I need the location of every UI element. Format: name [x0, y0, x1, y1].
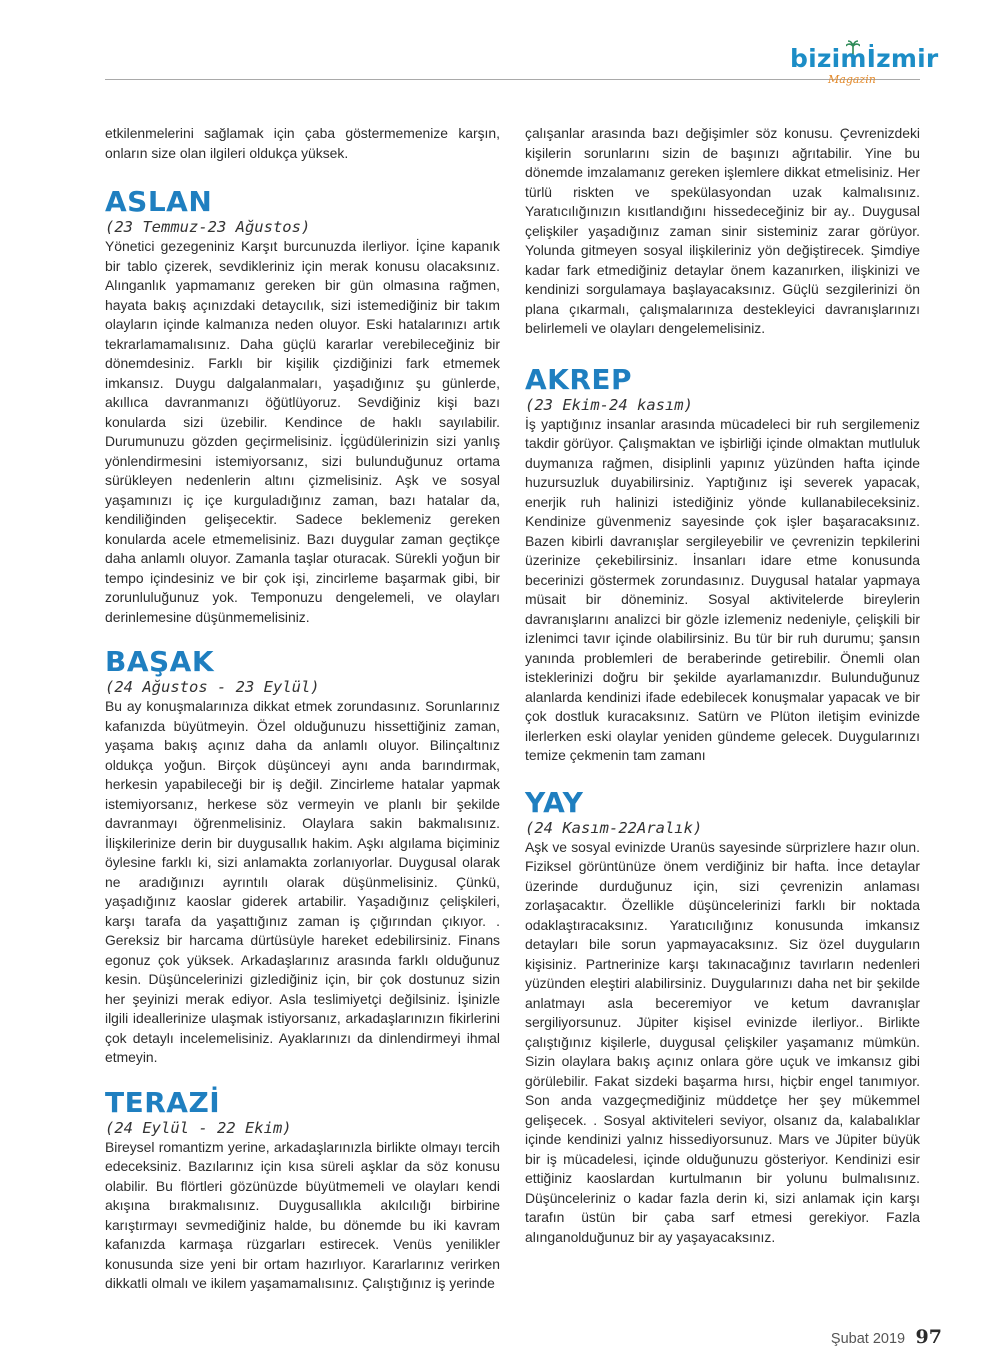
- section-yay: [525, 785, 920, 1248]
- sign-title: AKREP: [525, 362, 633, 396]
- sign-title: ASLAN: [105, 185, 213, 218]
- sign-text: Bireysel romantizm yerine, arkadaşlarınızla birlikte olmayı tercih edeceksiniz. Bazılarınız için kısa süreli aşklar da söz konusu olabilir. Bu flörtleri gözünüzde büyütmemeli ve olayları kendi akışına bırakmalısınız. Duygusallıkla akılcılığı birbirine karıştırmayı sevmediğiniz halde, bu dönemde bu iki kavram kafanızda karmaşa rüzgarları estirecek. Venüs yenilikler konusunda size yeni bir ortam hazırlıyor. Kararlarınız verirken dikkatli olmalı ve ikilem yaşamamalısınız. Çalıştığınız iş yerinde: [105, 1138, 500, 1291]
- sign-text: Aşk ve sosyal evinizde Uranüs sayesinde sürprizlere hazır olun. Fiziksel görüntünüze önem verdiğiniz bir hafta. İnce detaylar üzerinde durduğunuz için, sizi çevrenizin anlaması zorlaşacaktır. Özellikle düşüncelerinizi farklı bir noktada odaklaştıracaksınız. Yaratıcılığınız konusunda imkansız detayları bile sorun yapmayacaksınız. Siz özel duyguların kişisiniz. Partnerinize karşı takınacağınız tavırların nedenleri yüzünden eleştiri alabilirsiniz. Duygularınızı daha net bir şekilde anlatmayı asla beceremiyor ve ketum davranışlar sergiliyorsunuz. Jüpiter kişisel evinizde ilerliyor.. Birlikte çalıştığınız kişilerle, duygusal çelişkiler yaşamanız mümkün. Sizin olaylara bakış açınız onlara göre uçuk ve imkansız gibi görülebilir. Fakat sizdeki başarma hırsı, hiçbir engel tanımıyor. Son anda vazgeçmediğiniz müddetçe her şey mükemmel gelişecek. . Sosyal aktiviteleri seviyor, olsanız da, kalabalıklar içinde kendinizi yalnız hissediyorsunuz. Mars ve Jüpiter büyük bir iş mücadelesi, içinde olduğunuzu gösteriyor. Kendinizi esir ettiğiniz kaoslardan kurtulmanın bir yolunu bulmalısınız. Düşünceleriniz o kadar fazla derin ki, sizi anlamak için karşı tarafın üstün bir çaba sarf etmesi gerekiyor. Fazla alınganolduğunuz bir ay yaşayacaksınız.: [525, 838, 920, 1245]
- sign-dates: (24 Ağustos - 23 Eylül): [105, 678, 320, 696]
- sign-text: Bu ay konuşmalarınıza dikkat etmek zorundasınız. Sorunlarınız kafanızda büyütmeyin. Özel olduğunuzu hissettiğiniz zaman, yaşama bakış açınız daha da anlamlı oluyor. Bilinçaltınız oldukça yoğun. Birçok düşünceyi aynı anda barındırmak, herkesin yapabileceği bir iş değil. Zincirleme hatalar yapmak istemiyorsanız, herkese söz vermeyin ve planlı bir şekilde davranmayı öğrenmelisiniz. Olaylara sakin bakmalısınız. İlişkilerinize derin bir duygusallık hakim. Aşkı algılama biçiminiz öylesine farklı ki, sizi anlamakta zorlanıyorlar. Duygusal olarak ne aradığınızı ayrıntılı olarak düşünmelisiniz. Çünkü, yaşadığınız kaoslar giderek artabilir. Yaşadığınız çelişkileri, karşı tarafa da yaşattığınız zaman iş çığırından çıkıyor. . Gereksiz bir harcama dürtüsüyle hareket edebilirsiniz. Finans egonuz çok yüksek. Arkadaşlarınız arasında farklı olduğunuz kesin. Düşüncelerinizi gizlediğiniz için, bir çok dostunuz sizin her şeyinizi merak ediyor. Asla teslimiyetçi değilsiniz. İşinizle ilgili ideallerinize ulaşmak istiyorsanız, arkadaşlarınızın fikirlerini çok detaylı incelemelisiniz. Ayaklarınızı da dinlendirmeyi ihmal etmeyin.: [105, 698, 500, 1065]
- sign-dates: (24 Eylül - 22 Ekim): [105, 1118, 292, 1137]
- page-number: 97: [915, 1326, 942, 1348]
- intro-paragraph: etkilenmelerini sağlamak için çaba göstermemenize karşın, onların size olan ilgileri oldukça yüksek.: [105, 125, 500, 161]
- sign-title: YAY: [525, 785, 584, 819]
- page-footer: [831, 1326, 942, 1348]
- right-column: [525, 124, 920, 1247]
- sign-title: BAŞAK: [105, 645, 215, 678]
- sign-dates: (24 Kasım-22Aralık): [525, 818, 703, 837]
- section-aslan: [105, 187, 500, 627]
- section-akrep: [525, 362, 920, 766]
- sign-title: TERAZİ: [105, 1085, 221, 1119]
- sign-text: Yönetici gezegeniniz Karşıt burcunuzda ilerliyor. İçine kapanık bir tablo çizerek, sevdikleriniz için merak konusu olacaksınız. Alınganlık yapmamanız gereken bir gün olmasına rağmen, hayata bakış açınızdaki detaycılık, sizi istemediğiniz bir takım olayların içinde kalmanıza neden oluyor. Eski hatalarınızı artık tekrarlamamalısınız. Daha güçlü kararlar verebileceğiniz bir dönemdesiniz. Farklı bir kişilik çizdiğinizi fark etmemek imkansız. Duygu dalgalanmaları, yaşadığınız şu günlerde, akıllıca davranmanızı öğütlüyoruz. Sevdiğiniz kişi bazı konularda sizi üzebilir. Kendince de haklı sayılabilir. Durumunuzu gözden geçirmelisiniz. İçgüdülerinizin sizi yanlış yönlendirmesini istemiyorsanız, sizi bulunduğunuz ortama sürükleyen nedenlerin altını çizmelisiniz. Aşk ve sosyal yaşamınızı iç içe kurguladığınız zaman, bazı hatalar da, kendiliğinden gelişecektir. Sadece beklemeniz gereken konularda acele etmemelisiniz. Bazı duygular zaman geçtikçe daha anlamlı oluyor. Zamanla taşlar oturacak. Sürekli yoğun bir tempo içindesiniz ve bir çok işi, zincirleme başarmak gibi, bir zorunluluğunuz yok. Temponuzu dengelemeli, ve olayları derinlemesine düşünmemelisiniz.: [105, 238, 500, 625]
- brand-logo: [790, 44, 939, 96]
- continued-paragraph: çalışanlar arasında bazı değişimler söz konusu. Çevrenizdeki kişilerin sorunlarını sizin de başınızı ağrıtabilir. Yine bu dönemde imzalamanız gereken işlemlere dikkat etmelisiniz. Her türlü riskten ve spekülasyondan uzak kalmalısınız. Yaratıcılığınızın kısıtlandığını hissedeceğiniz bir ay.. Duygusal çelişkiler yaşadığınız zaman sinir sisteminiz zarar görüyor. Yolunda gitmeyen sosyal ilişkileriniz yön değiştirecek. Şimdiye kadar fark etmediğiniz detaylar önem kazanırken, ilişkinizi ve kendinizi sorgulamaya başlayacaksınız. Güçlü sezgilerinizi ön plana çıkarmalı, çalışmalarınıza destekleyici davranışlarınızı belirlemeli ve olayları dengelemelisiniz.: [525, 125, 920, 336]
- issue-month: Şubat 2019: [830, 1331, 906, 1347]
- section-terazi: [105, 1085, 500, 1294]
- section-basak: [105, 647, 500, 1068]
- sign-text: İş yaptığınız insanlar arasında mücadeleci bir ruh sergilemeniz takdir görüyor. Çalışmaktan ve işbirliği içinde olmaktan mutluluk duymanıza rağmen, disiplinli yapınız yüzünden hafta içinde huzursuzluk duyabilirsiniz. Yaptığınız işi severek yapacak, enerjik ruh halinizi istediğiniz yönde kullanabileceksiniz. Kendinize güvenmeniz sayesinde çok işler başaracaksınız. Bazen kibirli davranışlar sergileyebilir ve çevrenizin tepkilerini üzerinize çekebilirsiniz. İnsanları idare etme konusunda becerinizi göstermek zorundasınız. Duygusal hatalar yapmaya müsait bir döneminiz. Sosyal aktivitelerde bireylerin davranışlarını analizci bir gözle izlemeniz nedeniyle, çelişkili bir izlenimci tavır içinde olabilirsiniz. Bu tür bir ruh durumu; şansın yanında problemleri de beraberinde getirebilir. Önemli olan isteklerinizi doğru bir şekilde ayarlamanızdır. Bulunduğunuz alanlarda kendinizi ifade edebilecek konuşmalar yapacak ve bir çok dostluk kuracaksınız. Satürn ve Plüton iletişim evinizde ilerlerken eski olaylar yeniden gündeme gelecek. Duygularınızı temize çekmenin tam zamanı: [525, 415, 920, 763]
- sign-dates: (23 Temmuz-23 Ağustos): [105, 218, 311, 236]
- sign-dates: (23 Ekim-24 kasım): [525, 395, 693, 414]
- brand-tagline: Magazin: [828, 73, 876, 86]
- palm-tree-icon: [846, 40, 860, 54]
- brand-name: bizimİzmir: [790, 44, 939, 73]
- left-column: [105, 124, 500, 1294]
